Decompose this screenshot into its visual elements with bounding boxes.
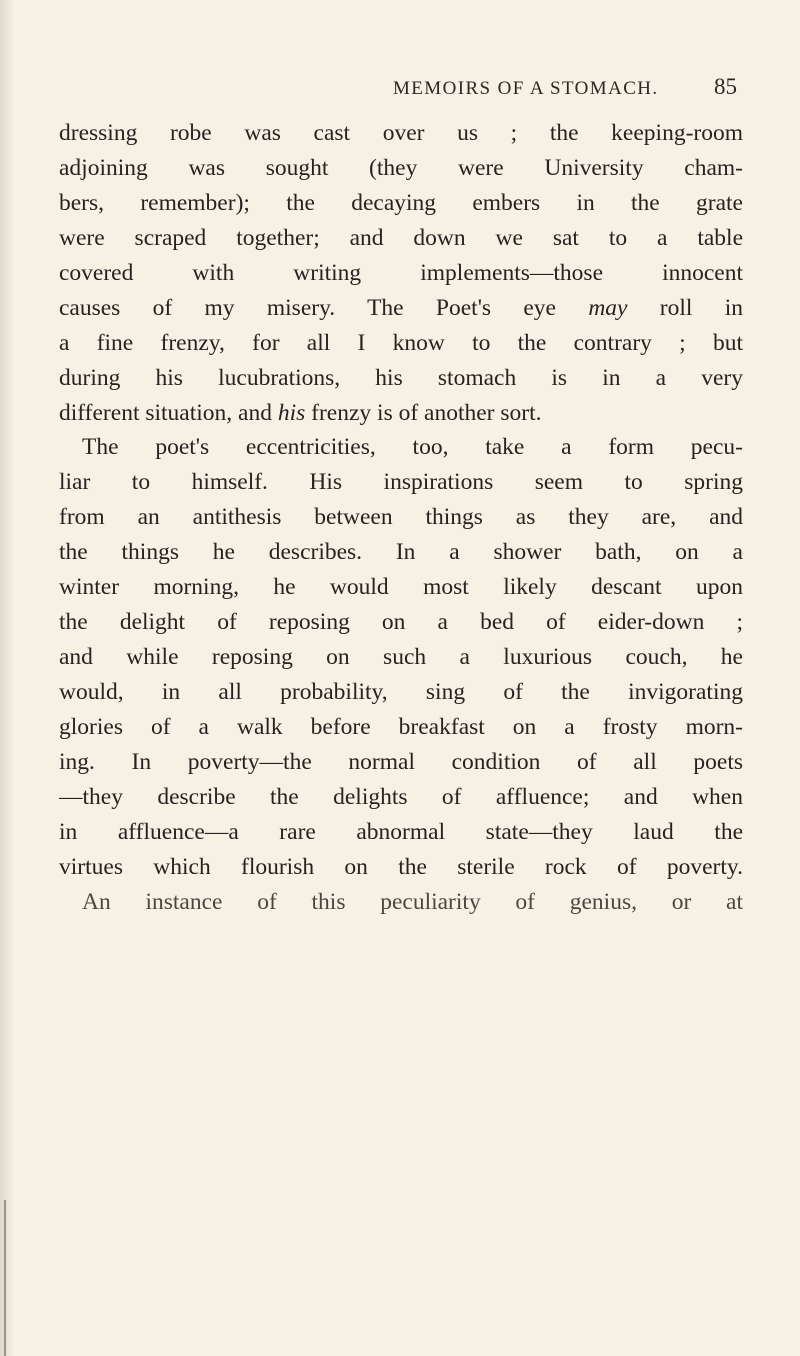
text-line: covered with writing implements—those innocent xyxy=(59,259,743,286)
page-number: 85 xyxy=(714,74,737,99)
text-line xyxy=(59,396,743,431)
text-line: An instance of this peculiarity of genius, or at xyxy=(82,888,743,915)
text-line: in affluence—a rare abnormal state—they laud the xyxy=(59,818,743,845)
text-line: would, in all probability, sing of the invigorating xyxy=(59,679,743,705)
text-line: liar to himself. His inspirations seem to spring xyxy=(59,469,743,496)
text-line: the delight of reposing on a bed of eider-down ; xyxy=(59,609,743,636)
text-line: and while reposing on such a luxurious couch, he xyxy=(59,644,743,671)
text-line xyxy=(59,291,743,326)
text-line: were scraped together; and down we sat to a table xyxy=(59,224,743,251)
text-line: a fine frenzy, for all I know to the contrary ; but xyxy=(59,329,743,356)
text-segment: different situation, and xyxy=(59,399,272,426)
running-head: MEMOIRS OF A STOMACH. xyxy=(393,78,659,99)
text-line: winter morning, he would most likely descant upon xyxy=(59,574,743,601)
body-text xyxy=(59,116,743,920)
text-line: ing. In poverty—the normal condition of all poets xyxy=(59,748,743,775)
text-line: —they describe the delights of affluence; and when xyxy=(59,783,743,810)
text-segment: causes of my misery. The Poet's eye xyxy=(59,294,556,321)
italic-word: his xyxy=(277,399,306,426)
page-header xyxy=(0,74,800,108)
text-line: The poet's eccentricities, too, take a form pecu- xyxy=(82,434,743,461)
text-segment: frenzy is of another sort. xyxy=(311,399,542,426)
text-segment: roll in xyxy=(659,294,743,321)
page-edge-mark xyxy=(4,1200,6,1356)
text-line: virtues which flourish on the sterile rock of poverty. xyxy=(59,853,743,880)
text-line: during his lucubrations, his stomach is in a very xyxy=(59,364,743,391)
text-line: the things he describes. In a shower bath, on a xyxy=(59,539,743,566)
page-gutter-shadow xyxy=(0,0,14,1356)
text-line: bers, remember); the decaying embers in the grate xyxy=(59,189,743,216)
text-line: from an antithesis between things as they are, and xyxy=(59,504,743,531)
text-line: glories of a walk before breakfast on a frosty morn- xyxy=(59,713,743,740)
text-line: adjoining was sought (they were University cham- xyxy=(59,154,743,181)
italic-word: may xyxy=(588,294,628,321)
text-line: dressing robe was cast over us ; the keeping-room xyxy=(59,120,743,146)
